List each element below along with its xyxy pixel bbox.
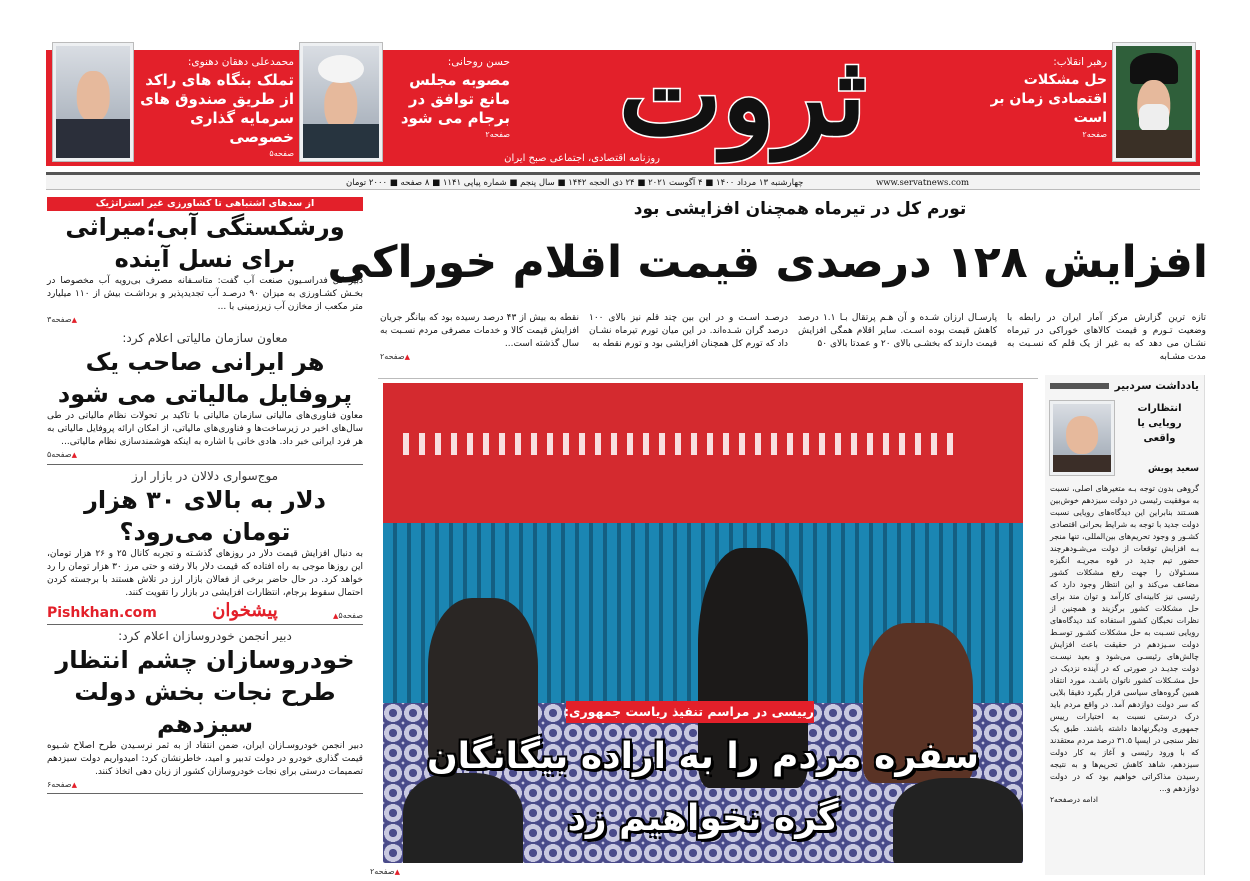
editorial-author: سعید پویش xyxy=(1147,464,1199,474)
lead-col-4-wrap xyxy=(380,312,579,364)
watermark-url: Pishkhan.com xyxy=(47,605,157,621)
left-story-4-page[interactable]: ▲ صفحه۶ xyxy=(47,779,363,791)
left-story-2-headline[interactable]: هر ایرانی صاحب یک پروفایل مالیاتی می شود xyxy=(57,348,353,408)
teaser-page: صفحه۲ xyxy=(485,130,510,139)
teaser-photo-rouhani xyxy=(300,43,382,161)
left-story-4-body: دبیر انجمن خودروسـازان ایران، ضمن انتقاد از به ثمر نرسـیدن طرح اصلاح شـیوه قیمت گذاری خودرو در دولت تدبیر و امید، خاطرنشان کرد: امیدواریم دولت سیزدهم تصمیمات درستی برای نجات خودروسازان کشور از زبان دهی اتخاذ کنند. xyxy=(47,741,363,777)
left-column xyxy=(47,197,363,794)
divider xyxy=(378,378,1038,379)
tagline: روزنامه اقتصادی، اجتماعی صبح ایران xyxy=(504,153,660,164)
left-story-2-kicker: معاون سازمان مالیاتی اعلام کرد: xyxy=(122,331,288,345)
editorial-head xyxy=(1050,401,1199,475)
lead-col-1: تازه ترین گزارش مرکز آمار ایران در رابطه با وضعیت تـورم و قیمت کالاهای خوراکی در تیرماه نشـان می دهد که به غیر از یک قلم که نسـبت به مدت مشـابه xyxy=(1007,313,1206,362)
photo-page-ref[interactable]: ▲ صفحه۲ xyxy=(370,866,400,878)
divider xyxy=(47,624,363,625)
photo-headline-line1[interactable]: سفره مردم را به اراده بیگانگان xyxy=(426,736,980,777)
left-story-1-page[interactable]: ▲ صفحه۳ xyxy=(47,314,363,326)
left-story-3-headline[interactable]: دلار به بالای ۳۰ هزار تومان می‌رود؟ xyxy=(84,486,326,546)
editorial-body: گروهی بدون توجه بـه متغیرهای اصلی، نسبت به موفقیت رئیسی در دولت سیزدهم خوش‌بین هسـتند بنابراین این دیدگاه‌های رویایی نسبت دولت جدید با توجه به شرایط بحرانی اقتصادی کشـور و وجود تحریم‌های بین‌المللی، تنها منجر بـه افزایش توقعات از دولت می‌شـودهرچند حضور تیم جدید در قوه مجریـه انگیزه مسـئولان را جهت رفع مشکلات کشور مضاعف می‌کند و این انتظار وجود دارد که رئیسی نیز کابینه‌ای کارآمد و توان مند برای حل مشکلات کشور برگزیند و همچنین از نظرات نخبگان کشور استفاده کند دیدگاه‌های رویایی نسـبت به حل مشکلات کشـور توسـط دولت سـیزدهم در حقیقت باعث افزایش چالش‌های رئیسـی می‌شود و بعید نیسـت دولت جدیـد در صورتی که در آینده نزدیک در حل مشـکلات کشور ناتوان باشـد، مورد انتقاد همین گروه‌های سیاسی قرار بگیرد دقیقا بلایی که سر دولت دوازدهم آمد. در واقع مردم باید درک درستی نسبت به اختیارات رییس جمهوری ودیگرنهادها داشته باشند. طبق یک نظر سنجی در ایسپا ۳۱.۵ درصد مردم معتقدند که با ورود رئیسی و آغاز به کار دولت سیزدهم، شاهد کاهش تحریم‌ها و به نتیجه رسیدن مذاکراتی خواهیم بود که در دولت دوازدهم و... xyxy=(1050,484,1199,793)
watermark-logo: پیشخوان xyxy=(212,600,278,621)
lead-page-ref[interactable]: ▲ صفحه۲ xyxy=(380,351,579,363)
teaser-title: مصوبه مجلس مانع توافق در برجام می شود xyxy=(400,71,510,127)
teaser-rouhani[interactable] xyxy=(386,56,510,140)
lead-columns xyxy=(380,312,1206,364)
left-story-1-headline[interactable]: ورشکستگی آبی؛میراثی برای نسل آینده xyxy=(65,213,345,273)
editorial-header xyxy=(1050,379,1199,393)
editorial-section: یادداشت سردبیر xyxy=(1114,380,1199,392)
left-story-4-headline[interactable]: خودروسازان چشم انتظار طرح نجات بخش دولت سیزدهم xyxy=(55,646,355,738)
left-story-4 xyxy=(47,628,363,794)
left-story-2-body: معاون فناوری‌های مالیاتی سازمان مالیاتی با تاکید بر تحولات نظام مالیاتی در طی سال‌های اخیر در زیرساخت‌ها و فناوری‌های مالیاتی، از امکان ارائه پروفایل مالیاتی به هر فرد ایرانی خبر داد. هادی خانی با اشاره به اینکه هوشمندسازی نظام مالیاتی... xyxy=(47,411,363,447)
section-rule xyxy=(1050,383,1109,389)
photo-kicker: رییسی در مراسم تنفیذ ریاست جمهوری: xyxy=(566,701,814,723)
newspaper-logo: ثروت xyxy=(618,31,867,160)
main-photo[interactable] xyxy=(383,383,1023,863)
editorial-column xyxy=(1045,375,1205,875)
left-story-1-body: دبیر کل فدراسـیون صنعت آب گفت: متاسـفانه مصرف بی‌رویه آب مخصوصا در بخـش کشـاورزی به میزان ۹۰ درصـد آب تجدیدپذیر و برداشـت بیش از ۱۱۰ میلیارد متر مکعب از مخازن آب زیرزمینی با ... xyxy=(47,276,363,312)
left-story-2 xyxy=(47,330,363,465)
author-photo xyxy=(1050,401,1114,475)
lead-kicker: تورم کل در تیرماه همچنان افزایشی بود xyxy=(633,199,967,219)
lead-col-2: پارسـال ارزان شـده و آن هـم پرتقال بـا ۱.۱ درصد کاهش قیمت بوده اسـت. سایر اقلام همگی افزایش قیمت دارند که بخشـی بالای ۲۰ و عمدتا بالای ۵۰ xyxy=(798,313,997,349)
left-story-1 xyxy=(47,197,363,326)
left-story-3-body: به دنبال افزایش قیمت دلار در روزهای گذشـته و تجربه کانال ۲۵ و ۲۶ هزار تومان، این روزها موجی به راه افتاده که قیمت دلار بالا رفته و حتی مرز ۳۰ هزار تومان را رد خواهد کرد. در حال حاضر برخی از فعالان بازار ارز در تلاش هستند با برجسته کردن احتمال سقوط برجام، انتظارات افزایشی در بازار را تقویت کنند. xyxy=(47,549,363,598)
lead-col-3: درصـد اسـت و در این بین چند قلم نیز بالای ۱۰۰ درصد گران شـده‌اند. در این میان تورم تیرماه نشـان داد که تورم کل همچنان افزایشی بود و تورم نقطه به xyxy=(589,313,788,349)
teaser-title: حل مشکلات اقتصادی زمان بر است xyxy=(990,72,1107,126)
teaser-photo-leader xyxy=(1113,43,1195,161)
divider xyxy=(47,464,363,465)
editorial-title[interactable]: انتظارات رویایی یا واقعی xyxy=(1137,403,1182,444)
left-story-3-kicker: موج‌سواری دلالان در بازار ارز xyxy=(131,469,279,483)
teaser-title: تملک بنگاه های راکد از طریق صندوق های سرمایه گذاری خصوصی xyxy=(140,71,294,146)
lead-headline[interactable]: افزایش ۱۲۸ درصدی قیمت اقلام خوراکی xyxy=(327,237,1208,288)
left-story-3-page[interactable]: ▲ صفحه۵ xyxy=(333,610,363,622)
website-link[interactable]: www.servatnews.com xyxy=(876,178,970,188)
date-line: چهارشنبه ۱۳ مرداد ۱۴۰۰ ■ ۴ آگوست ۲۰۲۱ ■ ۲۴ ذی الحجه ۱۴۴۲ ■ سال پنجم ■ شماره پیاپی ۱۱۴۱ ■ ۸ صفحه ■ ۲۰۰۰ تومان xyxy=(346,178,804,188)
editorial-head-text xyxy=(1120,401,1199,475)
teaser-kicker: رهبر انقلاب: xyxy=(1053,56,1107,68)
photo-headline-line2[interactable]: گره نخواهیم زد xyxy=(567,798,839,839)
teaser-kicker: محمدعلی دهقان دهنوی: xyxy=(187,56,294,68)
teaser-photo-dehnavi xyxy=(53,43,133,161)
left-story-1-kicker: از سدهای اشتباهی تا کشاورزی غیر استراتژیک xyxy=(47,197,363,211)
watermark-row xyxy=(47,600,363,622)
teaser-page: صفحه۵ xyxy=(269,149,294,158)
left-story-2-page[interactable]: ▲ صفحه۵ xyxy=(47,449,363,461)
left-story-3 xyxy=(47,468,363,625)
teaser-page: صفحه۲ xyxy=(1082,130,1107,139)
left-story-4-kicker: دبیر انجمن خودروسازان اعلام کرد: xyxy=(118,629,292,643)
date-bar xyxy=(46,172,1200,190)
photo-banner xyxy=(383,383,1023,523)
editorial-continued[interactable]: ادامه درصفحه۲ xyxy=(1050,795,1098,804)
lead-col-4: نقطه به بیش از ۴۳ درصد رسیده بود که بیانگر جریان افزایش قیمت کالا و خدمات مصرفی مردم نسـبت به سال گذشته است... xyxy=(380,313,579,349)
teaser-dehnavi[interactable] xyxy=(136,56,294,159)
teaser-leader[interactable] xyxy=(985,56,1107,140)
divider xyxy=(47,793,363,794)
teaser-kicker: حسن روحانی: xyxy=(447,56,510,68)
